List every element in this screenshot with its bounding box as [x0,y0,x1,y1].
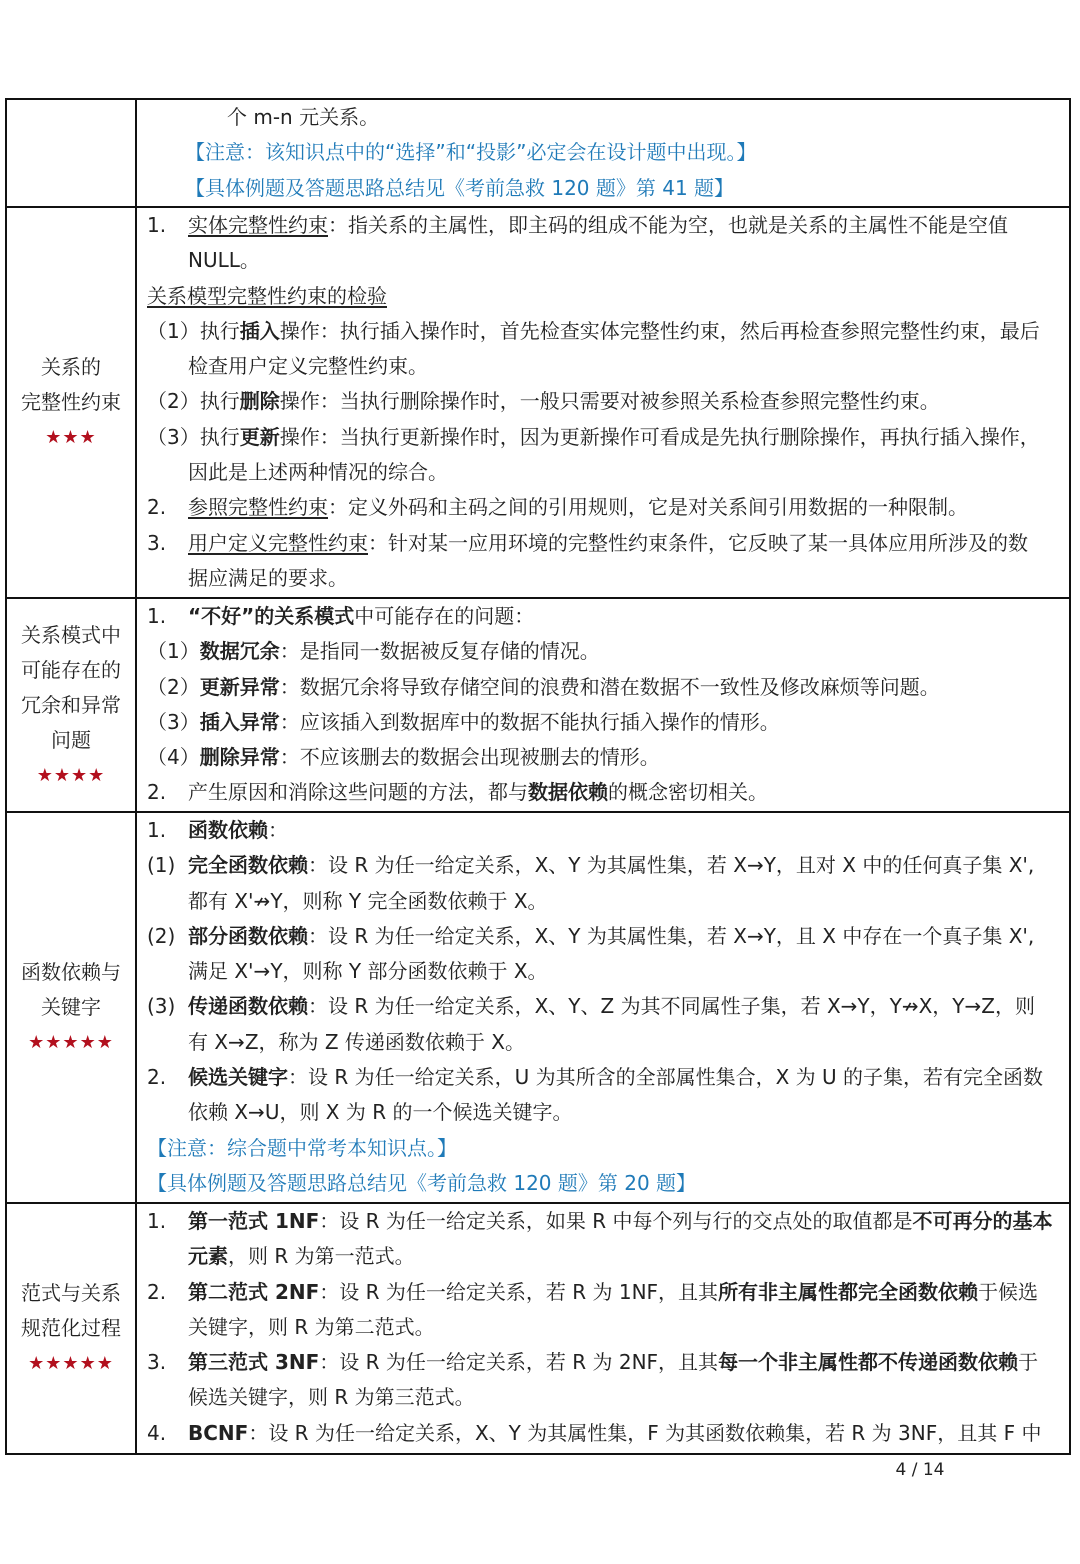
list-item: (1) 完全函数依赖：设 R 为任一给定关系，X、Y 为其属性集，若 X→Y，且对 X 中的任何真子集 X', [147,853,1035,878]
topic-title-line: 冗余和异常 [21,692,121,717]
note-line: 【注意：该知识点中的“选择”和“投影”必定会在设计题中出现。】 [185,140,757,165]
topic-cell [6,598,136,812]
list-item: 4. BCNF：设 R 为任一给定关系，X、Y 为其属性集，F 为其函数依赖集，若 R 为 3NF，且其 F 中 [147,1420,1042,1445]
list-item: 3. 用户定义完整性约束：针对某一应用环境的完整性约束条件，它反映了某一具体应用所涉及的数 [147,530,1028,555]
importance-stars: ★★★ [45,427,97,448]
topic-title-line: 关键字 [41,995,101,1019]
list-item: 1. 第一范式 1NF：设 R 为任一给定关系，如果 R 中每个列与行的交点处的取值都是不可再分的基本 [147,1209,1053,1233]
content-cell [136,207,1070,598]
topic-title-line: 函数依赖与 [21,960,121,984]
topic-cell [6,99,136,207]
text-line: 因此是上述两种情况的综合。 [188,460,448,485]
text-line: 候选关键字，则 R 为第三范式。 [188,1385,475,1410]
knowledge-table [5,98,1071,1455]
topic-title-line: 可能存在的 [21,657,121,682]
topic-title-line: 关系的 [41,355,101,379]
list-item: (3) 传递函数依赖：设 R 为任一给定关系，X、Y、Z 为其不同属性子集，若 X→Y，Y↛X，Y→Z，则 [147,994,1035,1019]
topic-cell [6,207,136,598]
page-number: 4 / 14 [895,1460,945,1480]
list-item: 2. 产生原因和消除这些问题的方法，都与数据依赖的概念密切相关。 [147,780,768,805]
importance-stars: ★★★★★ [28,1353,114,1374]
topic-title-line: 规范化过程 [21,1316,121,1340]
list-item: （4）删除异常：不应该删去的数据会出现被删去的情形。 [147,745,660,770]
table-row [6,812,1070,1203]
list-item: 1. “不好”的关系模式中可能存在的问题： [147,604,535,628]
topic-title-line: 问题 [51,727,91,752]
text-line: 有 X→Z，称为 Z 传递函数依赖于 X。 [188,1029,525,1054]
list-item: (2) 部分函数依赖：设 R 为任一给定关系，X、Y 为其属性集，若 X→Y，且 X 中存在一个真子集 X', [147,923,1035,948]
topic-cell [6,1203,136,1454]
text-line: NULL。 [188,248,260,273]
importance-stars: ★★★★★ [28,1032,114,1053]
section-heading: 关系模型完整性约束的检验 [147,283,387,308]
list-item: （2）执行删除操作：当执行删除操作时，一般只需要对被参照关系检查参照完整性约束。 [147,389,940,414]
table-row [6,1203,1070,1454]
topic-title-line: 范式与关系 [21,1281,121,1305]
content-cell [136,1203,1070,1454]
text-line: 都有 X'↛Y，则称 Y 完全函数依赖于 X。 [188,888,548,913]
list-item: 2. 第二范式 2NF：设 R 为任一给定关系，若 R 为 1NF，且其所有非主属性都完全函数依赖于候选 [147,1279,1039,1304]
reference-line: 【具体例题及答题思路总结见《考前急救 120 题》第 41 题】 [185,175,735,200]
importance-stars: ★★★★ [36,764,106,786]
list-item: （3）插入异常：应该插入到数据库中的数据不能执行插入操作的情形。 [147,709,780,734]
reference-line: 【具体例题及答题思路总结见《考前急救 120 题》第 20 题】 [147,1170,697,1195]
content-cell [136,812,1070,1203]
content-cell [136,598,1070,812]
table-row [6,207,1070,598]
text-line: 据应满足的要求。 [188,565,348,590]
text-line: 依赖 X→U，则 X 为 R 的一个候选关键字。 [188,1100,573,1125]
list-item: （2）更新异常：数据冗余将导致存储空间的浪费和潜在数据不一致性及修改麻烦等问题。 [147,674,940,699]
list-item: 2. 参照完整性约束：定义外码和主码之间的引用规则，它是对关系间引用数据的一种限制。 [147,495,968,520]
content-cell [136,99,1070,207]
list-item: （1）执行插入操作：执行插入操作时，首先检查实体完整性约束，然后再检查参照完整性约束，最后 [147,318,1040,343]
topic-title-line: 完整性约束 [21,390,121,414]
note-line: 【注意：综合题中常考本知识点。】 [147,1135,457,1160]
table-row [6,99,1070,207]
text-line: 满足 X'→Y，则称 Y 部分函数依赖于 X。 [188,959,548,984]
list-item: 3. 第三范式 3NF：设 R 为任一给定关系，若 R 为 2NF，且其每一个非主属性都不传递函数依赖于 [147,1350,1039,1375]
text-line: 检查用户定义完整性约束。 [188,354,428,379]
list-item: （1）数据冗余：是指同一数据被反复存储的情况。 [147,639,600,664]
list-item: 1. 函数依赖： [147,818,288,842]
topic-cell [6,812,136,1203]
list-item: 2. 候选关键字：设 R 为任一给定关系，U 为其所含的全部属性集合，X 为 U 的子集，若有完全函数 [147,1065,1044,1090]
table-row [6,598,1070,812]
topic-title-line: 关系模式中 [21,622,121,647]
text-line: 关键字，则 R 为第二范式。 [188,1314,435,1339]
list-item: （3）执行更新操作：当执行更新操作时，因为更新操作可看成是先执行删除操作，再执行插入操作， [147,424,1040,449]
text-line: 元素，则 R 为第一范式。 [188,1244,415,1269]
text-line: 个 m-n 元关系。 [227,105,380,129]
list-item: 1. 实体完整性约束：指关系的主属性，即主码的组成不能为空，也就是关系的主属性不能是空值 [147,213,1008,237]
